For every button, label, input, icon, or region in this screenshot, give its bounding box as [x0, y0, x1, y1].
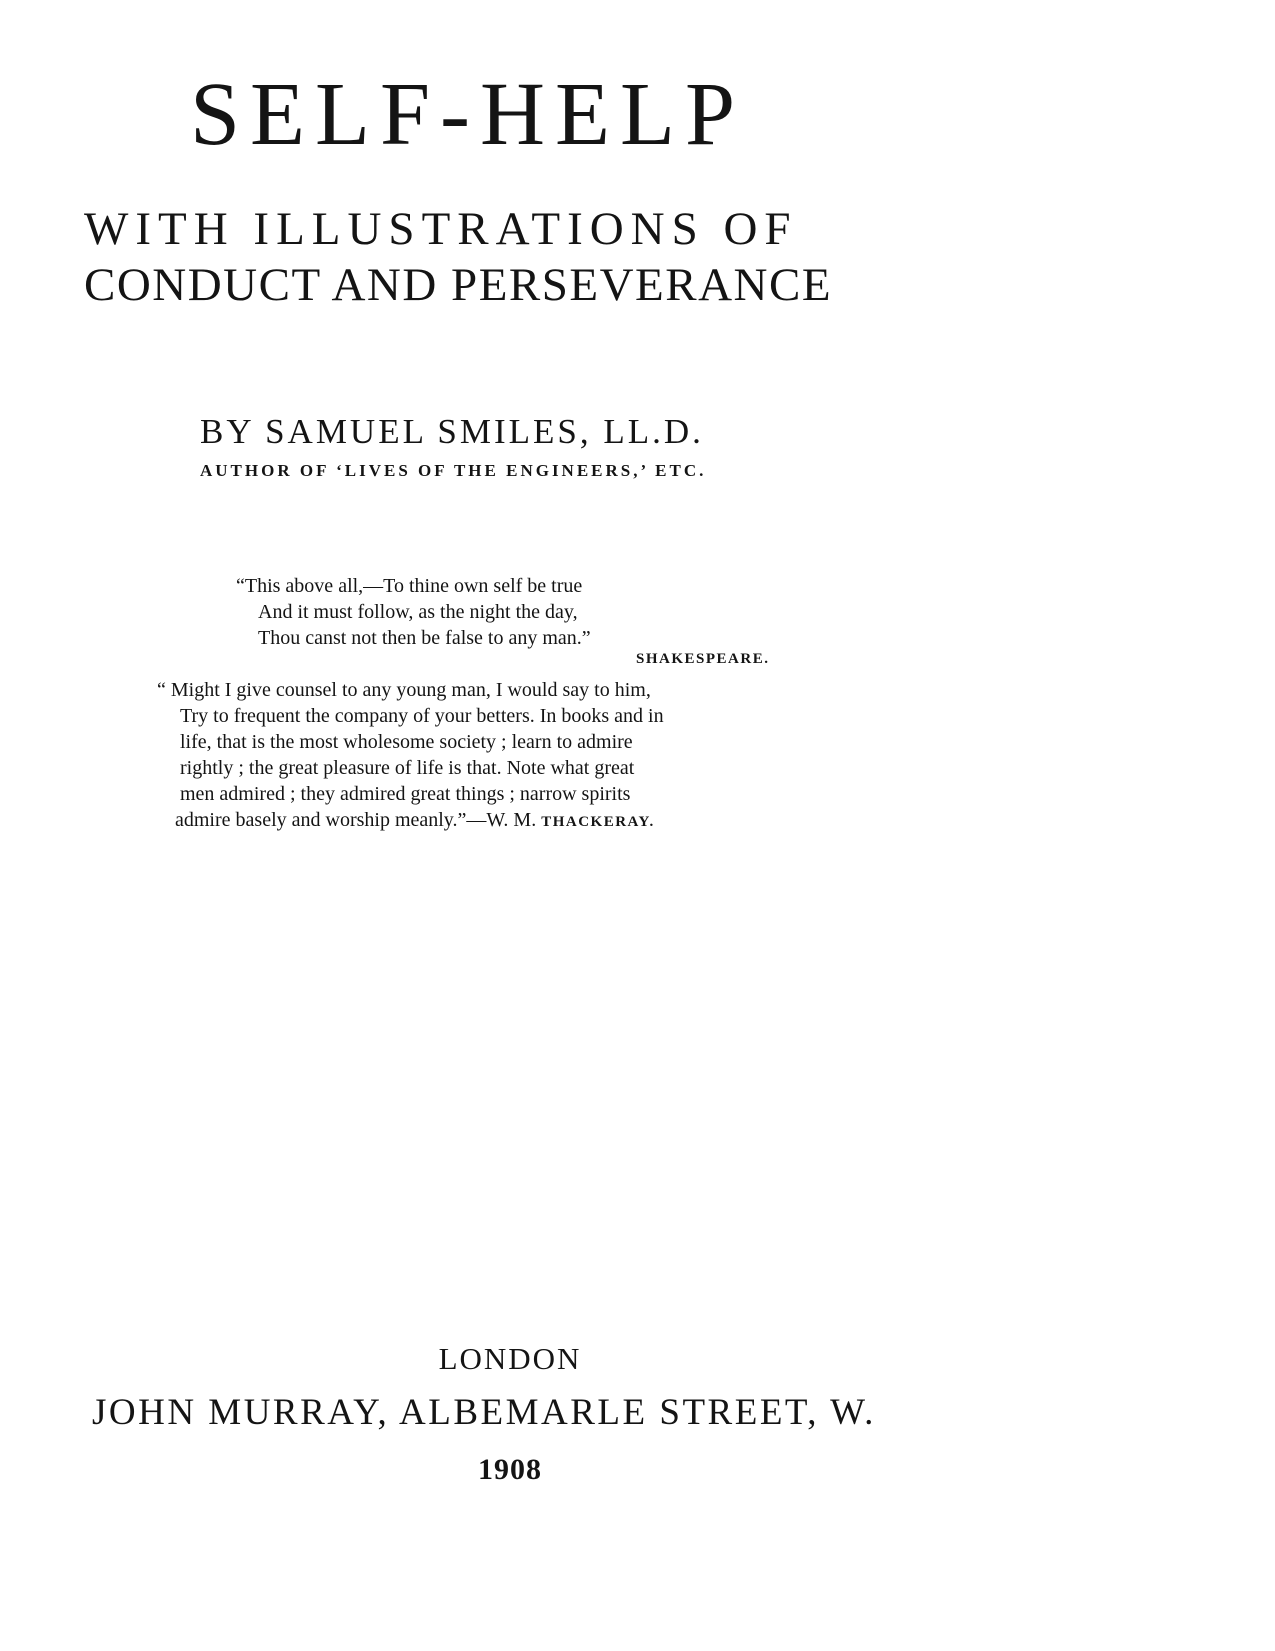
- epigraph-thackeray: [157, 677, 837, 835]
- epigraph-attribution-shakespeare: SHAKESPEARE.: [636, 651, 770, 667]
- epigraph-line: men admired ; they admired great things ; narrow spirits: [180, 783, 631, 805]
- epigraph-last-line: [157, 807, 837, 835]
- author-byline: BY SAMUEL SMILES, LL.D.: [200, 412, 704, 451]
- epigraph-line: Try to frequent the company of your betters. In books and in: [180, 705, 664, 727]
- imprint-publisher: JOHN MURRAY, ALBEMARLE STREET, W.: [92, 1392, 876, 1433]
- epigraph-shakespeare: [236, 573, 591, 651]
- epigraph-line: And it must follow, as the night the day,: [258, 601, 578, 623]
- subtitle-line-2: CONDUCT AND PERSEVERANCE: [84, 259, 833, 311]
- epigraph-line: admire basely and worship meanly.”—W. M.: [175, 809, 537, 831]
- author-other-works: AUTHOR OF ‘LIVES OF THE ENGINEERS,’ ETC.: [200, 461, 707, 480]
- epigraph-attribution-thackeray: THACKERAY.: [541, 814, 655, 830]
- epigraph-line: “ Might I give counsel to any young man, I would say to him,: [157, 679, 651, 701]
- imprint-year: 1908: [478, 1453, 542, 1486]
- epigraph-line: “This above all,—To thine own self be true: [236, 575, 583, 597]
- subtitle-line-1: WITH ILLUSTRATIONS OF: [84, 203, 798, 255]
- epigraph-line: rightly ; the great pleasure of life is that. Note what great: [180, 757, 635, 779]
- epigraph-line: Thou canst not then be false to any man.”: [258, 627, 591, 649]
- book-title: SELF-HELP: [190, 65, 746, 164]
- epigraph-line: life, that is the most wholesome society ; learn to admire: [180, 731, 633, 753]
- imprint-city: LONDON: [438, 1341, 582, 1376]
